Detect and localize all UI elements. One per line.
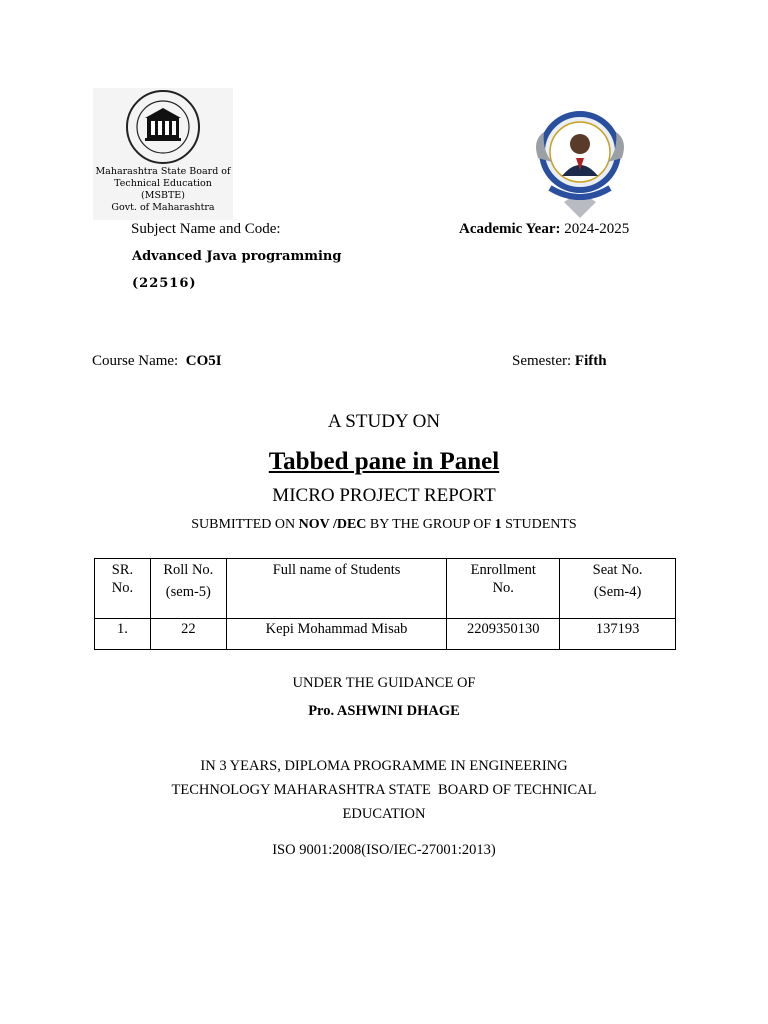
programme-line-1: IN 3 YEARS, DIPLOMA PROGRAMME IN ENGINEERING bbox=[200, 758, 568, 774]
cell-seat-no: 137193 bbox=[560, 619, 676, 650]
semester bbox=[512, 353, 607, 370]
msbte-logo-text bbox=[93, 166, 233, 214]
semester-value: Fifth bbox=[574, 353, 607, 369]
table-row bbox=[95, 619, 676, 650]
header-line: (sem-5) bbox=[165, 584, 211, 600]
logo-line: Govt. of Maharashtra bbox=[111, 202, 215, 213]
academic-year-label: Academic Year: bbox=[459, 221, 561, 237]
submitted-line bbox=[0, 517, 768, 533]
report-subtitle: MICRO PROJECT REPORT bbox=[272, 485, 496, 506]
header-line: SR. bbox=[111, 562, 134, 578]
header-line: Enrollment bbox=[470, 562, 536, 578]
table-header-row bbox=[95, 559, 676, 619]
subject-code: (22516) bbox=[132, 276, 197, 291]
academic-year-value: 2024-2025 bbox=[560, 221, 630, 237]
header-seat-no bbox=[560, 559, 676, 619]
logo-line: (MSBTE) bbox=[141, 190, 185, 201]
header-line: Full name of Students bbox=[272, 562, 401, 578]
header-line: No. bbox=[111, 580, 134, 596]
subject-label: Subject Name and Code: bbox=[131, 221, 281, 237]
header-line: Roll No. bbox=[163, 562, 214, 578]
course-name bbox=[92, 353, 222, 370]
header-enrollment-no bbox=[447, 559, 560, 619]
report-main-title: Tabbed pane in Panel bbox=[268, 448, 500, 475]
submitted-mid: BY THE GROUP OF bbox=[366, 517, 495, 532]
cell-sr-no: 1. bbox=[95, 619, 151, 650]
header-full-name bbox=[226, 559, 447, 619]
programme-line-3: EDUCATION bbox=[342, 806, 426, 822]
header-line: (Sem-4) bbox=[593, 584, 642, 600]
submitted-pre: SUBMITTED ON bbox=[191, 517, 299, 532]
header-line: Seat No. bbox=[592, 562, 643, 578]
submitted-count: 1 bbox=[494, 517, 502, 532]
institute-emblem bbox=[528, 110, 632, 222]
header-sr-no bbox=[95, 559, 151, 619]
semester-label: Semester: bbox=[512, 353, 575, 369]
header-line: No. bbox=[492, 580, 514, 596]
course-value: CO5I bbox=[185, 353, 222, 369]
institute-emblem-icon bbox=[528, 110, 632, 222]
header-roll-no bbox=[150, 559, 226, 619]
cell-roll-no: 22 bbox=[150, 619, 226, 650]
subject-name: Advanced Java programming bbox=[132, 249, 342, 264]
study-on-heading: A STUDY ON bbox=[327, 411, 441, 432]
guidance-label: UNDER THE GUIDANCE OF bbox=[292, 675, 476, 691]
iso-certification: ISO 9001:2008(ISO/IEC-27001:2013) bbox=[272, 842, 496, 858]
logo-line: Maharashtra State Board of bbox=[95, 166, 231, 177]
cell-student-name: Kepi Mohammad Misab bbox=[226, 619, 447, 650]
course-label: Course Name: bbox=[92, 353, 186, 369]
programme-line-2: TECHNOLOGY MAHARASHTRA STATE BOARD OF TECHNICAL bbox=[171, 782, 597, 798]
academic-year bbox=[459, 221, 629, 238]
students-table bbox=[94, 558, 676, 650]
logo-line: Technical Education bbox=[114, 178, 212, 189]
guide-name: Pro. ASHWINI DHAGE bbox=[308, 703, 460, 719]
cell-enrollment-no: 2209350130 bbox=[447, 619, 560, 650]
msbte-emblem-icon bbox=[121, 88, 205, 166]
submitted-post: STUDENTS bbox=[501, 517, 577, 532]
submitted-period: NOV /DEC bbox=[298, 517, 367, 532]
msbte-logo bbox=[93, 88, 233, 220]
